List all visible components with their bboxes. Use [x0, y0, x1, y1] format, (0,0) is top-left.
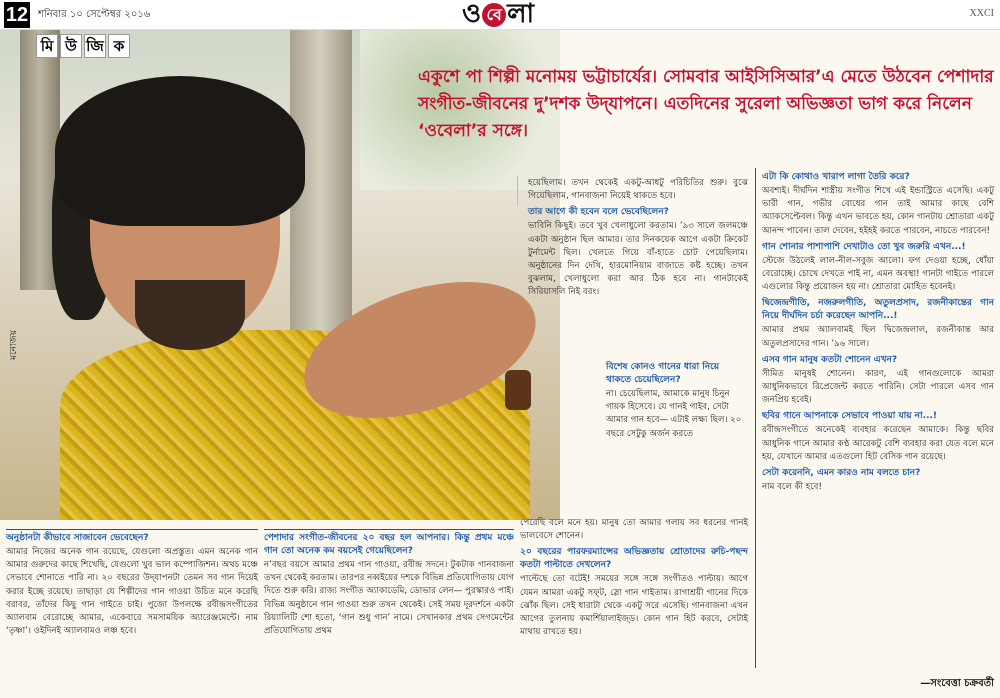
edition-number: XXCI: [969, 8, 994, 19]
section-letter: মি: [36, 34, 58, 58]
column-2: [264, 526, 514, 638]
interview-answer: স্টেজে উঠলেই লাল-নীল-সবুজ আলো। ফগ দেওয়া হচ্ছে, ধোঁয়া বেরোচ্ছে। চোখে দেখতে পাই না, এমন অবস্থা! গানটা গাইতে পারলে এগুলোর কিন্তু প্রয়োজন হয় না। শ্রোতারা মোহিত হবেনই।: [762, 255, 994, 293]
interview-question: বিশেষ কোনও গানের ধারা নিয়ে থাকতে চেয়েছিলেন?: [606, 362, 720, 385]
interview-answer: হয়েছিলাম। তখন থেকেই একটু-আধটু পরিচিতির শুরু। বুঝে গিয়েছিলাম, গানবাজনা নিয়েই থাকতে হবে।: [528, 178, 748, 202]
interview-answer: সীমিত মানুষই শোনেন। কারণ, এই গানগুলোকে আমরা আধুনিকভাবে রিপ্রেজেন্ট করতে পারিনি। সেটা পারলে এসব গান জনপ্রিয় হবেই।: [762, 368, 994, 406]
interview-question: এসব গান মানুষ কতটা শোনেন এখন?: [762, 354, 898, 365]
masthead-part: লা: [507, 0, 535, 29]
section-letter: জি: [84, 34, 106, 58]
masthead-part: ও: [462, 0, 482, 29]
column-4: [762, 168, 994, 494]
photo-credit: মনোজয়: [9, 330, 19, 360]
section-label: [36, 34, 130, 58]
interview-answer: না। চেয়েছিলাম, আমাকে মানুষ চিনুন গায়ক হিসেবে। যে গানই গাইব, সেটা আমার গান হবে— এটাই লক্ষ্য ছিল। ২০ বছরে সেটুকু অর্জন করতে: [606, 389, 742, 439]
byline: —সংবেত্তা চক্রবর্তী: [920, 678, 994, 689]
interview-question: অনুষ্ঠানটা কীভাবে সাজাবেন ভেবেছেন?: [6, 529, 258, 545]
beard: [135, 280, 245, 350]
column-1: [6, 526, 258, 638]
column-divider: [755, 168, 756, 668]
interview-answer: আমার প্রথম অ্যালবামই ছিল দ্বিজেন্দ্রলাল, রজনীকান্ত আর অতুলপ্রসাদের গান। ’৯৬ সালে।: [762, 325, 994, 349]
section-letter: উ: [60, 34, 82, 58]
column-divider: [517, 176, 518, 206]
headline-deck: একুশে পা শিল্পী মনোময় ভট্টাচার্যের। সোমবার আইসিসিআর’এ মেতে উঠবেন পেশাদার সংগীত-জীবনের দু’দশক উদ্‌যাপনে। এতদিনের সুরেলা অভিজ্ঞতা ভাগ করে নিলেন ‘ওবেলা’র সঙ্গে।: [418, 67, 994, 141]
section-letter: ক: [108, 34, 130, 58]
publication-date: শনিবার ১০ সেপ্টেম্বর ২০১৬: [38, 9, 151, 20]
page-number: 12: [5, 4, 29, 26]
interview-answer: নাম বলে কী হবে!: [762, 482, 822, 493]
interview-answer: অবশ্যই। দীর্ঘদিন শাস্ত্রীয় সংগীত শিখে এই ইন্ডাস্ট্রিতে এসেছি। একটু ভারী গান, গভীর বোধের গান তাই আমার কাছে বেশি অ্যাকসেপ্টেবল। কিন্তু এখন ভাবতে হয়, কোন গানটায় শ্রোতারা একটু আনন্দ পাবেন। তাল দেবেন, হইহই করতে পারবেন, নাচতে পারবেন!: [762, 186, 994, 236]
masthead-logo: [462, 0, 534, 30]
interview-answer: ন’বছর বয়সে আমার প্রথম গান গাওয়া, রবীন্দ্র সদনে। টুকটাক গানবাজনা তখন থেকেই করতাম। তারপর নব্বইয়ের দশকে বিভিন্ন প্রতিযোগিতায় যোগ দিতে শুরু করি। রাজ্য সংগীত অ্যাকাডেমি, ডোভার লেন— পুরস্কারও পাই। বিভিন্ন অনুষ্ঠানে গান গাওয়া শুরু তখন থেকেই। সেই সময় দূরদর্শনে একটা রিয়্যালিটি শো হতো, ‘গান শুধু গান’ নামে। সেখানকার প্রথম সেগমেন্টের প্রতিযোগিতায় প্রথম: [264, 560, 514, 637]
interview-question: ২০ বছরের পারফরম্যান্সের অভিজ্ঞতায় শ্রোতাদের রুচি-পছন্দ কতটা পাল্টাতে দেখলেন?: [520, 547, 748, 571]
interview-answer: আমার নিজের অনেক গান রয়েছে, যেগুলো অপ্রস্তুত। এমন অনেক গান আমার গুরুদের কাছে শিখেছি, যেগুলো খুব ভাল কম্পোজিশন। অথচ মঞ্চে সেভাবে শোনাতে পারি না। ২০ বছরের উদ্‌যাপনটা তেমন সব গান দিয়েই করার ইচ্ছে রয়েছে। তাছাড়া যে শিল্পীদের গান গাওয়া উচিত মনে করেছি বরাবর, তাঁদের কিছু গান গাইতে চাই। পুজো উপলক্ষে রবীন্দ্রসংগীতের অ্যালবাম বেরোচ্ছে আমার, একেবারে সমসাময়িক অ্যারেঞ্জমেন্টে। নাম ‘তৃষ্ণা’। ওইদিনই অ্যালবামও লঞ্চ হবে।: [6, 547, 258, 637]
wristwatch: [505, 370, 531, 410]
page-header: [0, 0, 1000, 30]
interview-question: তার আগে কী হবেন বলে ভেবেছিলেন?: [528, 207, 669, 218]
hair: [55, 76, 305, 226]
interview-answer: পাল্টেছে তো বটেই! সময়ের সঙ্গে সঙ্গে সংগীতও পাল্টায়। আগে যেমন আমরা একটু সফ্‌ট, স্লো গান গাইতাম। রাগাশ্রয়ী গানের দিকে ঝোঁক ছিল। সেই ধারাটা থেকে একটু সরে এসেছি। গানবাজনা এখন আগের তুলনায় কমার্শিয়ালাইজ্‌ড। কোন গান হিট করবে, সেটাই মাথায় রাখতে হয়।: [520, 574, 748, 638]
masthead-ring: বে: [482, 3, 506, 27]
column-3-lower: [520, 516, 748, 639]
interview-question: পেশাদার সংগীত-জীবনের ২০ বছর হল আপনার। কিন্তু প্রথম মঞ্চে গান তো অনেক কম বয়সেই গেয়েছিলেন?: [264, 529, 514, 558]
interview-question: দ্বিজেন্দ্রগীতি, নজরুলগীতি, অতুলপ্রসাদ, রজনীকান্তের গান নিয়ে দীর্ঘদিন চর্চা করেছেন আপনি...!: [762, 298, 994, 322]
interview-question: গান শোনার পাশাপাশি দেখাটাও তো খুব জরুরি এখন...!: [762, 241, 966, 252]
interview-question: ছবির গানে আপনাকে সেভাবে পাওয়া যায় না...!: [762, 411, 938, 422]
column-3: [528, 176, 748, 300]
column-3-narrow: [606, 358, 746, 441]
interview-answer: রবীন্দ্রসংগীতে অনেকেই ব্যবহার করেছেন আমাকে। কিন্তু ছবির আধুনিক গানে আমার কণ্ঠ আরেকটু বেশি ব্যবহার করা যেত বলে মনে হয়, যেখানে আমার এতগুলো হিট বেসিক গান রয়েছে।: [762, 425, 994, 462]
interview-answer: পেরেছি বলে মনে হয়। মানুষ তো আমার গলায় সব ধরনের গানই ভালবেসে শোনেন।: [520, 518, 748, 542]
interview-question: সেটা করেননি, এমন কারও নাম বলতে চান?: [762, 468, 921, 479]
interview-answer: ভাবিনি কিছুই। তবে খুব খেলাধুলো করতাম। ’৯৩ সালে জলমঞ্চে একটা অনুষ্ঠান ছিল আমার। তার দিনকয়েক আগে একটা ক্রিকেট টুর্নামেন্ট ছিল। খেলতে গিয়ে বাঁ-হাতে চোট পেয়েছিলাম। অনুষ্ঠানের দিন দেখি, হারমোনিয়াম বাজাতে কষ্ট হচ্ছে। তখন বুঝলাম, খেলাধুলো করা আর ঠিক হবে না। গানটাকেই সিরিয়াসলি নিই বরং।: [528, 221, 748, 298]
interview-question: এটা কি কোথাও খারাপ লাগা তৈরি করে?: [762, 172, 910, 182]
